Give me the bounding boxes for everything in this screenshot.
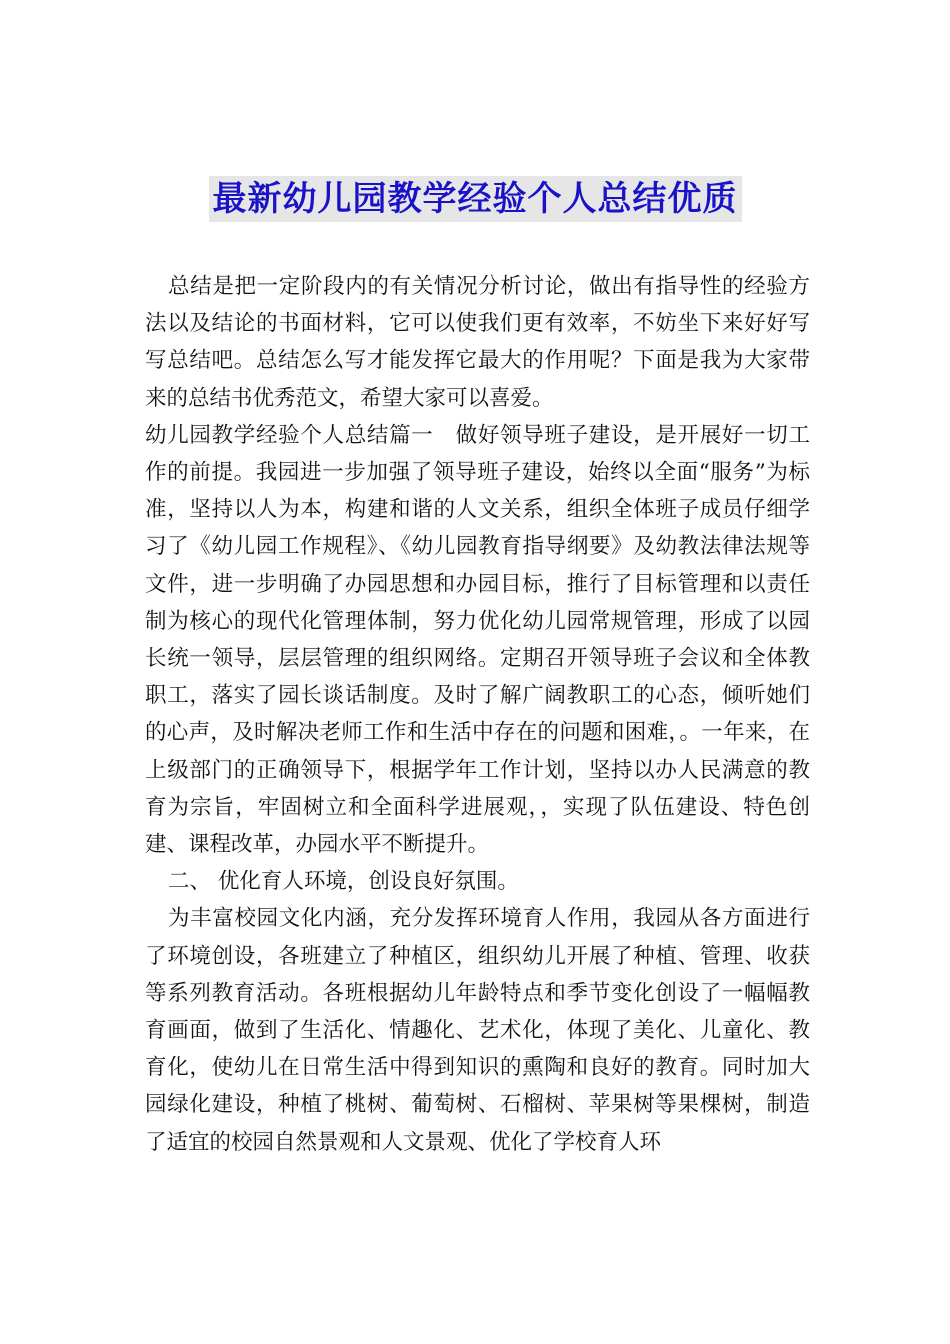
section-heading-two: 二、 优化育人环境，创设良好氛围。 — [168, 869, 519, 895]
paragraph-section-one: 幼儿园教学经验个人总结篇一 做好领导班子建设，是开展好一切工作的前提。我园进一步加强了领导班子建设，始终以全面“服务”为标准，坚持以人为本，构建和谐的人文关系，组织全体班子成员仔细学习了《幼儿园工作规程》、《幼儿园教育指导纲要》及幼教法律法规等文件，进一步明确了办园思想和办园目标，推行了目标管理和以责任制为核心的现代化管理体制，努力优化幼儿园常规管理，形成了以园长统一领导，层层管理的组织网络。定期召开领导班子会议和全体教职工，落实了园长谈话制度。及时了解广阔教职工的心态，倾听她们的心声，及时解决老师工作和生活中存在的问题和困难，。一年来，在上级部门的正确领导下，根据学年工作计划，坚持以办人民满意的教育为宗旨，牢固树立和全面科学进展观，，实现了队伍建设、特色创建、课程改革，办园水平不断提升。 — [145, 422, 810, 858]
paragraph-intro: 总结是把一定阶段内的有关情况分析讨论，做出有指导性的经验方法以及结论的书面材料，它可以使我们更有效率，不妨坐下来好好写写总结吧。总结怎么写才能发挥它最大的作用呢？下面是我为大家带来的总结书优秀范文，希望大家可以喜爱。 — [145, 274, 810, 411]
paragraph-environment: 为丰富校园文化内涵，充分发挥环境育人作用，我园从各方面进行了环境创设，各班建立了种植区，组织幼儿开展了种植、管理、收获等系列教育活动。各班根据幼儿年龄特点和季节变化创设了一幅幅教育画面，做到了生活化、情趣化、艺术化，体现了美化、儿童化、教育化，使幼儿在日常生活中得到知识的熏陶和良好的教育。同时加大园绿化建设，种植了桃树、葡萄树、石榴树、苹果树等果棵树，制造了适宜的校园自然景观和人文景观、优化了学校育人环 — [145, 906, 810, 1155]
document-title: 最新幼儿园教学经验个人总结优质 — [209, 176, 742, 222]
document-body — [145, 268, 810, 1161]
title-container — [0, 176, 950, 222]
